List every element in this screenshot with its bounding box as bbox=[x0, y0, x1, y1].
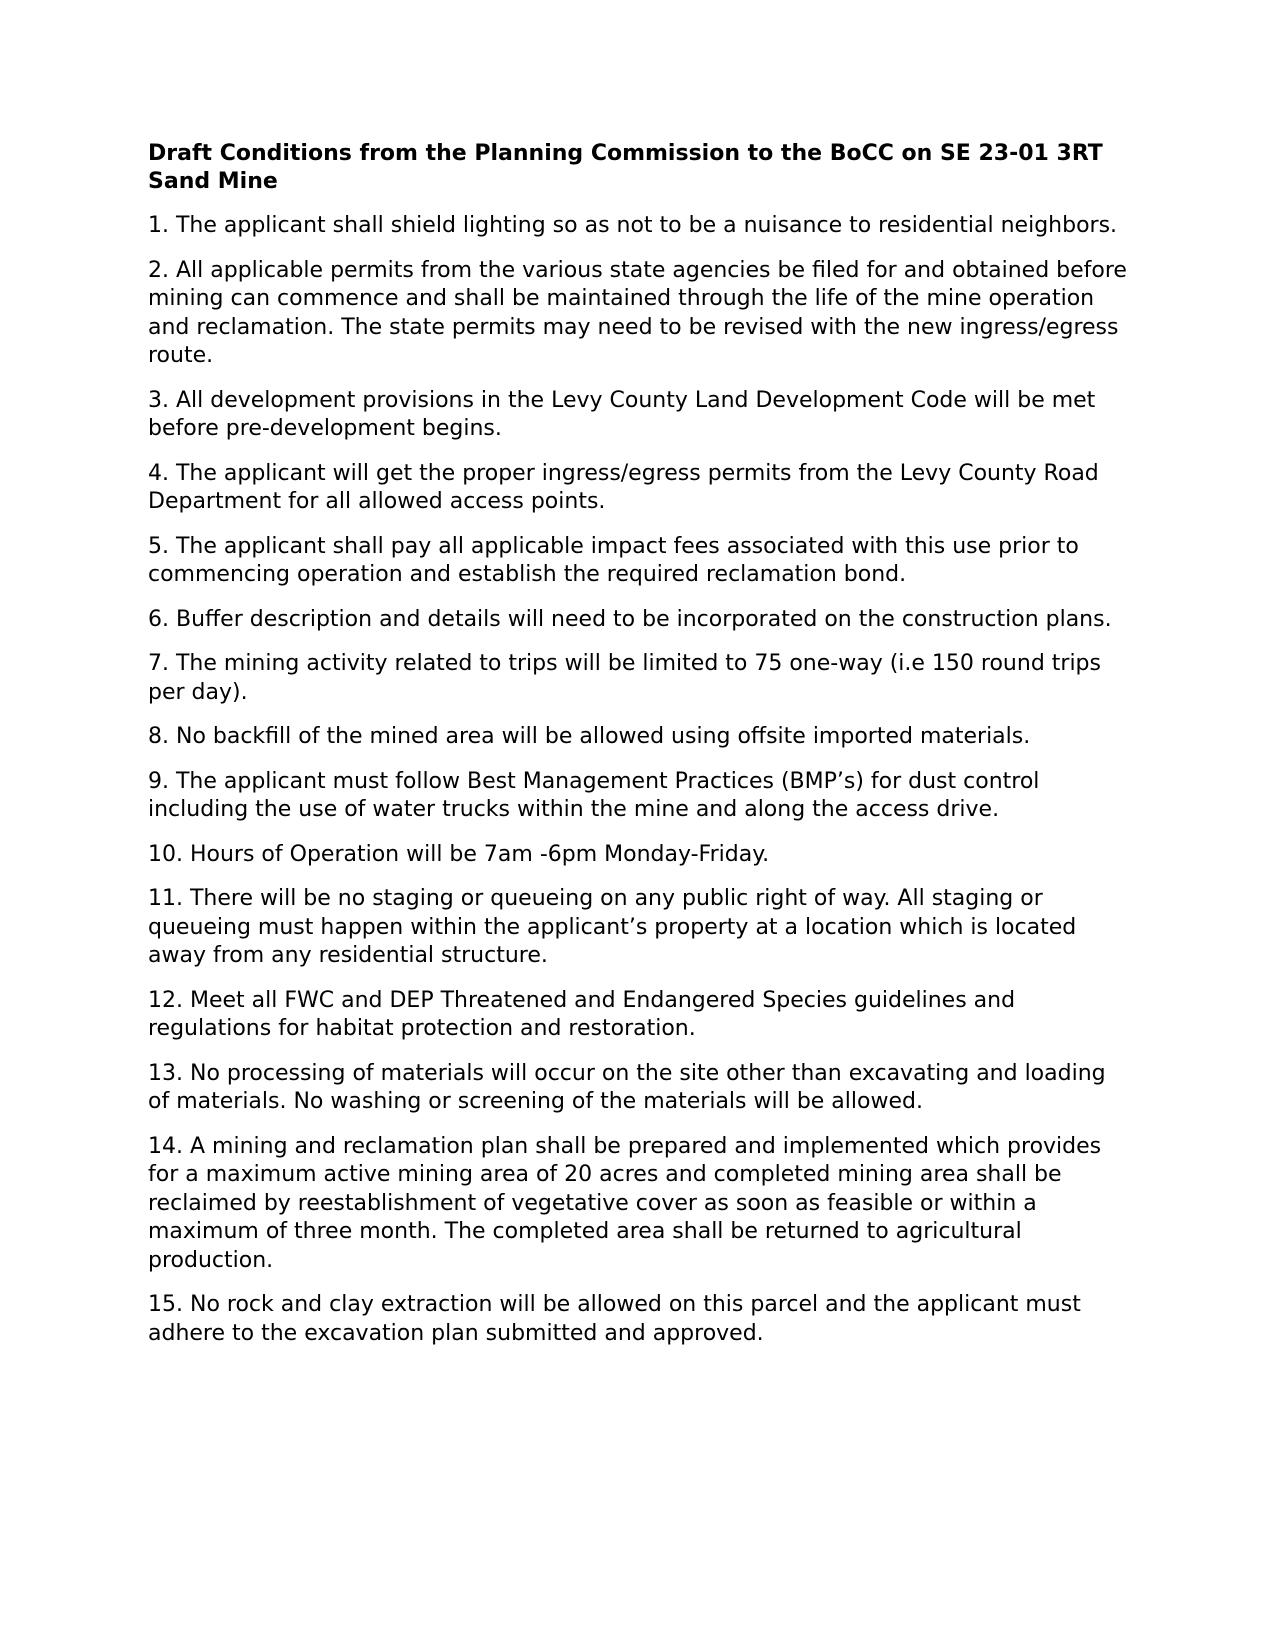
condition-7: 7. The mining activity related to trips will be limited to 75 one-way (i.e 150 round trips per day). bbox=[148, 651, 1101, 705]
condition-2: 2. All applicable permits from the various state agencies be filed for and obtained before mining can commence and shall be maintained through the life of the mine operation and reclamation. The state permits may need to be revised with the new ingress/egress route. bbox=[148, 257, 1127, 368]
condition-12: 12. Meet all FWC and DEP Threatened and Endangered Species guidelines and regulations for habitat protection and restoration. bbox=[148, 987, 1016, 1041]
conditions-list bbox=[148, 212, 1133, 1348]
condition-13: 13. No processing of materials will occur on the site other than excavating and loading of materials. No washing or screening of the materials will be allowed. bbox=[148, 1060, 1106, 1114]
condition-5: 5. The applicant shall pay all applicable impact fees associated with this use prior to commencing operation and establish the required reclamation bond. bbox=[148, 533, 1079, 587]
document-title: Draft Conditions from the Planning Commission to the BoCC on SE 23-01 3RT Sand Mine bbox=[148, 141, 1103, 194]
document-page bbox=[148, 140, 1133, 1364]
condition-10: 10. Hours of Operation will be 7am -6pm Monday-Friday. bbox=[148, 841, 770, 867]
condition-15: 15. No rock and clay extraction will be allowed on this parcel and the applicant must adhere to the excavation plan submitted and approved. bbox=[148, 1292, 1081, 1346]
condition-14: 14. A mining and reclamation plan shall be prepared and implemented which provides for a maximum active mining area of 20 acres and completed mining area shall be reclaimed by reestablishment of vegetative cover as soon as feasible or within a maximum of three month. The completed area shall be returned to agricultural production. bbox=[148, 1133, 1102, 1273]
condition-1: 1. The applicant shall shield lighting so as not to be a nuisance to residential neighbors. bbox=[148, 213, 1118, 238]
condition-4: 4. The applicant will get the proper ingress/egress permits from the Levy County Road Department for all allowed access points. bbox=[148, 460, 1099, 514]
condition-8: 8. No backfill of the mined area will be allowed using offsite imported materials. bbox=[148, 724, 1031, 749]
condition-11: 11. There will be no staging or queueing on any public right of way. All staging or queueing must happen within the applicant’s property at a location which is located away from any residential structure. bbox=[148, 886, 1077, 968]
condition-9: 9. The applicant must follow Best Management Practices (BMP’s) for dust control including the use of water trucks within the mine and along the access drive. bbox=[148, 768, 1040, 822]
condition-3: 3. All development provisions in the Levy County Land Development Code will be met before pre-development begins. bbox=[148, 387, 1096, 441]
condition-6: 6. Buffer description and details will need to be incorporated on the construction plans. bbox=[148, 606, 1112, 632]
